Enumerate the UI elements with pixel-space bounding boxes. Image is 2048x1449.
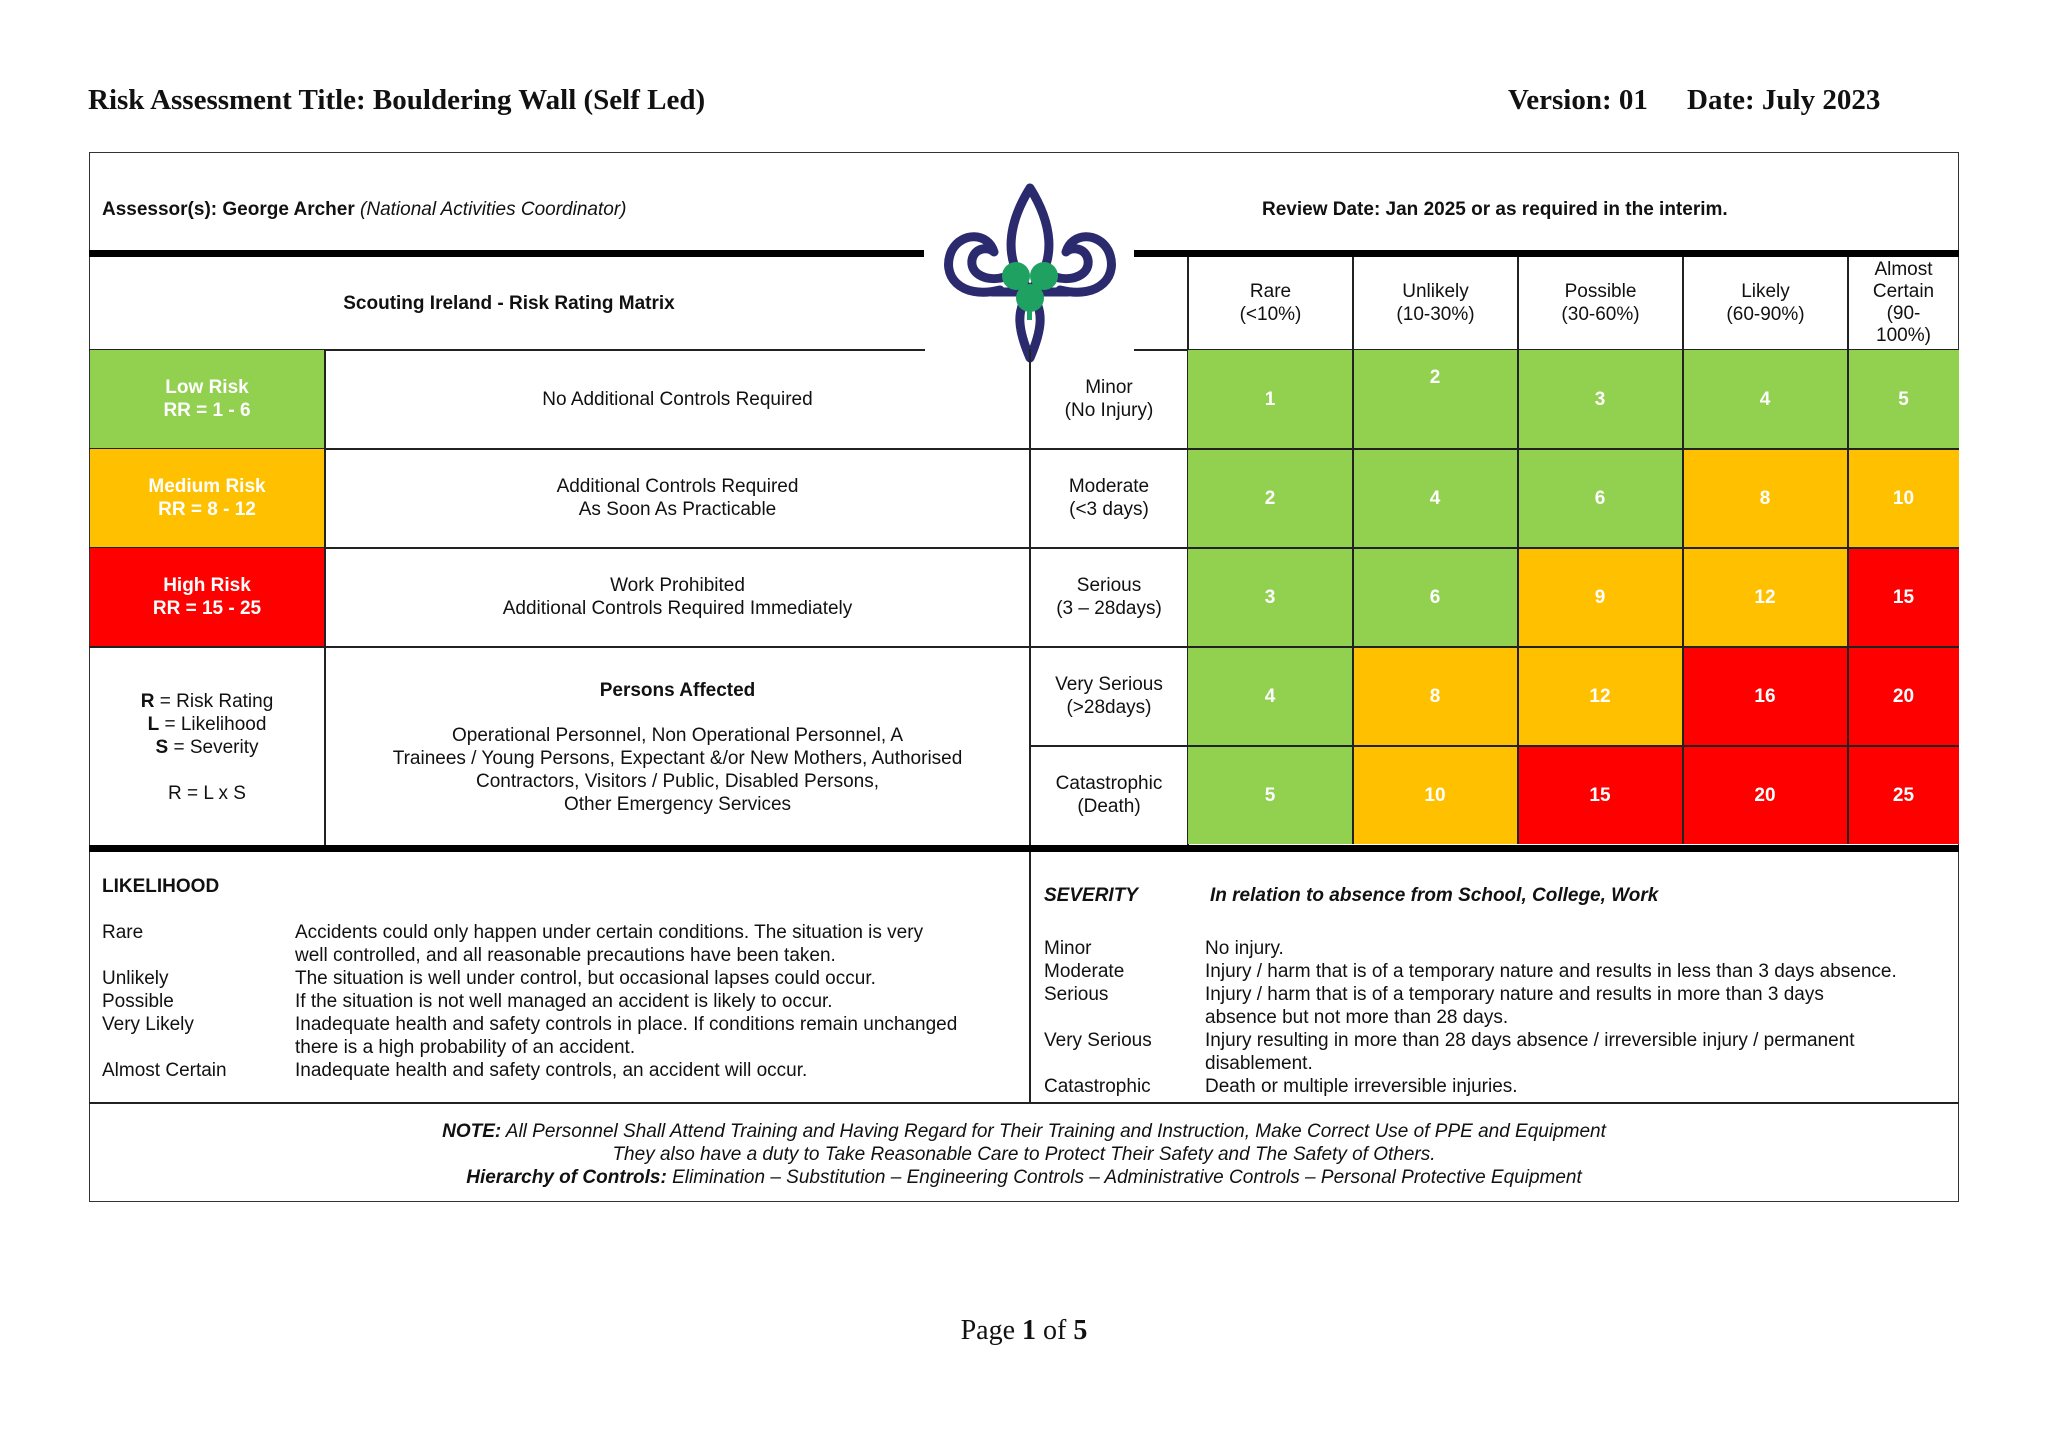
severity-line: Minor — [1085, 377, 1133, 398]
likelihood-term: Almost Certain — [102, 1060, 227, 1081]
risk-desc-line: As Soon As Practicable — [578, 499, 777, 520]
risk-matrix-cell — [1848, 647, 1959, 745]
persons-affected — [326, 679, 1029, 816]
severity-serious — [1031, 548, 1187, 646]
header-line: Certain — [1872, 281, 1935, 302]
risk-matrix-value: 25 — [1892, 784, 1915, 806]
risk-matrix-cell — [1683, 746, 1847, 844]
hierarchy-text: Elimination – Substitution – Engineering Controls – Administrative Controls – Personal Protective Equipment — [666, 1167, 1582, 1188]
risk-matrix-cell — [1848, 746, 1959, 844]
likelihood-def: If the situation is not well managed an accident is likely to occur. — [295, 991, 833, 1012]
page-current: 1 — [1022, 1315, 1037, 1346]
risk-matrix-value: 1 — [1264, 388, 1276, 410]
severity-line: Moderate — [1068, 476, 1150, 497]
likelihood-header-unlikely — [1353, 257, 1518, 349]
risk-level-range: RR = 8 - 12 — [158, 499, 256, 520]
matrix-gridline — [1188, 745, 1959, 747]
risk-matrix-value: 4 — [1429, 487, 1441, 509]
severity-def: Death or multiple irreversible injuries. — [1205, 1076, 1518, 1097]
risk-desc-low — [326, 350, 1029, 448]
key-letter: R — [140, 691, 155, 712]
risk-matrix-value: 12 — [1589, 685, 1611, 707]
version-label: Version: 01 — [1508, 84, 1648, 116]
likelihood-def-line: well controlled, and all reasonable precautions have been taken. — [295, 945, 836, 966]
risk-matrix-value: 6 — [1594, 487, 1606, 509]
risk-assessment-title: Risk Assessment Title: Bouldering Wall (Self Led) — [88, 84, 706, 116]
likelihood-header-almost-certain — [1848, 257, 1959, 349]
header-line: (<10%) — [1239, 304, 1302, 325]
header-line: Unlikely — [1402, 281, 1469, 302]
header-line: 100%) — [1876, 325, 1931, 346]
assessor-role: (National Activities Coordinator) — [360, 199, 627, 220]
persons-affected-line: Other Emergency Services — [563, 794, 792, 815]
page-total: 5 — [1073, 1315, 1088, 1346]
severity-line: Very Serious — [1055, 674, 1163, 695]
likelihood-header-possible — [1518, 257, 1683, 349]
risk-matrix-cell — [1518, 449, 1682, 547]
likelihood-term: Unlikely — [102, 968, 169, 989]
logo-icon-name: fleur-de-lis-shamrock-logo — [930, 167, 1115, 184]
severity-def-line: disablement. — [1205, 1053, 1313, 1074]
risk-matrix-value: 6 — [1429, 586, 1441, 608]
risk-matrix-cell — [1353, 449, 1517, 547]
likelihood-def-line: Inadequate health and safety controls in place. If conditions remain unchanged — [295, 1014, 958, 1035]
key-text: = Likelihood — [159, 714, 267, 735]
header-line: Likely — [1741, 281, 1790, 302]
severity-term: Moderate — [1044, 961, 1125, 982]
risk-matrix-value: 20 — [1754, 784, 1776, 806]
risk-level-high — [90, 548, 324, 646]
risk-matrix-value: 2 — [1429, 367, 1441, 388]
risk-matrix-cell — [1188, 449, 1352, 547]
risk-matrix-value: 5 — [1898, 388, 1909, 410]
likelihood-def — [295, 921, 923, 967]
risk-level-range: RR = 15 - 25 — [152, 598, 262, 619]
rating-key — [90, 690, 324, 805]
matrix-gridline — [1682, 350, 1684, 844]
persons-affected-line: Operational Personnel, Non Operational Personnel, A — [452, 725, 903, 746]
review-date: Review Date: Jan 2025 or as required in the interim. — [1262, 199, 1728, 220]
risk-matrix-cell — [1188, 548, 1352, 646]
header-line: (10-30%) — [1396, 304, 1475, 325]
severity-line: (Death) — [1077, 796, 1141, 817]
likelihood-term: Possible — [102, 991, 174, 1012]
matrix-title: Scouting Ireland - Risk Rating Matrix — [343, 292, 675, 314]
risk-level-name: Low Risk — [165, 377, 249, 398]
risk-matrix-cell — [1353, 647, 1517, 745]
risk-matrix-cell — [1683, 449, 1847, 547]
severity-line: (No Injury) — [1064, 400, 1154, 421]
hierarchy-of-controls — [89, 1166, 1959, 1189]
severity-term: Serious — [1044, 984, 1109, 1005]
header-line: (90- — [1886, 303, 1921, 324]
severity-term: Minor — [1044, 938, 1092, 959]
risk-level-name: Medium Risk — [148, 476, 266, 497]
risk-matrix-value: 9 — [1594, 586, 1606, 608]
header-line: Almost — [1874, 259, 1933, 280]
matrix-gridline — [1188, 646, 1959, 648]
severity-def-line: Injury / harm that is of a temporary nature and results in more than 3 days — [1205, 984, 1824, 1005]
key-text: = Risk Rating — [154, 691, 274, 712]
severity-line: (>28days) — [1066, 697, 1152, 718]
risk-desc-line: Additional Controls Required — [556, 476, 799, 497]
risk-matrix-value: 15 — [1589, 784, 1611, 806]
severity-def: No injury. — [1205, 938, 1284, 959]
key-letter: S — [155, 737, 169, 758]
page-prefix: Page — [960, 1315, 1023, 1346]
header-line: Rare — [1249, 281, 1292, 302]
likelihood-header-likely — [1683, 257, 1848, 349]
persons-affected-line: Contractors, Visitors / Public, Disabled Persons, — [475, 771, 880, 792]
severity-def-line: absence but not more than 28 days. — [1205, 1007, 1509, 1028]
note-text: All Personnel Shall Attend Training and Having Regard for Their Training and Instruction, Make Correct Use of PPE and Equipment — [501, 1121, 1606, 1142]
key-letter: L — [147, 714, 160, 735]
severity-def — [1205, 1029, 1855, 1075]
risk-desc-line: Work Prohibited — [610, 575, 745, 596]
divider — [89, 845, 1959, 852]
divider — [1134, 250, 1959, 257]
risk-matrix-value: 4 — [1264, 685, 1276, 707]
severity-catastrophic — [1031, 746, 1187, 844]
risk-matrix-cell — [1188, 746, 1352, 844]
likelihood-def — [295, 1013, 957, 1059]
divider — [89, 250, 924, 257]
likelihood-header-rare — [1188, 257, 1353, 349]
severity-line: (3 – 28days) — [1056, 598, 1162, 619]
header-line: Possible — [1564, 281, 1637, 302]
page-middle: of — [1036, 1315, 1074, 1346]
risk-matrix-value: 10 — [1424, 784, 1446, 806]
risk-desc-medium — [326, 449, 1029, 547]
severity-title: SEVERITY — [1044, 885, 1138, 906]
risk-matrix-cell — [1683, 548, 1847, 646]
note-line-1 — [89, 1120, 1959, 1143]
risk-matrix-cell — [1848, 350, 1959, 448]
risk-matrix-value: 3 — [1594, 388, 1606, 410]
header-line: (30-60%) — [1561, 304, 1640, 325]
severity-term: Catastrophic — [1044, 1076, 1151, 1097]
matrix-gridline — [1517, 350, 1519, 844]
fleur-de-lis-shamrock-logo-icon — [930, 167, 1130, 370]
likelihood-def-line: there is a high probability of an accident. — [295, 1037, 636, 1058]
risk-matrix-cell — [1683, 647, 1847, 745]
assessor-line — [102, 199, 626, 221]
severity-def-line: Injury resulting in more than 28 days absence / irreversible injury / permanent — [1205, 1030, 1855, 1051]
risk-level-medium — [90, 449, 324, 547]
hierarchy-label: Hierarchy of Controls: — [466, 1167, 667, 1188]
likelihood-term: Very Likely — [102, 1014, 194, 1035]
note-line-2: They also have a duty to Take Reasonable Care to Protect Their Safety and The Safety of Others. — [612, 1144, 1436, 1165]
header-line: (60-90%) — [1726, 304, 1805, 325]
matrix-gridline — [1188, 448, 1959, 450]
divider — [89, 1102, 1959, 1104]
risk-matrix-value: 4 — [1759, 388, 1771, 410]
likelihood-title: LIKELIHOOD — [102, 876, 220, 897]
severity-line: Catastrophic — [1055, 773, 1163, 794]
key-text: = Severity — [168, 737, 259, 758]
risk-matrix-cell — [1353, 548, 1517, 646]
risk-matrix-cell — [1518, 548, 1682, 646]
likelihood-def-line: Accidents could only happen under certain conditions. The situation is very — [295, 922, 924, 943]
severity-line: (<3 days) — [1069, 499, 1149, 520]
risk-matrix-cell — [1353, 350, 1517, 448]
matrix-gridline — [1188, 547, 1959, 549]
risk-matrix-value: 8 — [1759, 487, 1771, 509]
severity-def — [1205, 983, 1824, 1029]
likelihood-def: Inadequate health and safety controls, an accident will occur. — [295, 1060, 808, 1081]
risk-matrix-cell — [1518, 746, 1682, 844]
persons-affected-line: Trainees / Young Persons, Expectant &/or New Mothers, Authorised — [392, 748, 963, 769]
risk-matrix-cell — [1188, 647, 1352, 745]
risk-matrix-value: 12 — [1754, 586, 1776, 608]
risk-matrix-value: 3 — [1264, 586, 1276, 608]
date-label: Date: July 2023 — [1687, 84, 1881, 116]
risk-matrix-value: 8 — [1429, 685, 1441, 707]
risk-matrix-value: 15 — [1892, 586, 1915, 608]
risk-desc-line: No Additional Controls Required — [542, 388, 813, 410]
risk-desc-high — [326, 548, 1029, 646]
severity-subtitle: In relation to absence from School, College, Work — [1210, 885, 1659, 906]
severity-very-serious — [1031, 647, 1187, 745]
risk-matrix-cell — [1848, 449, 1959, 547]
risk-matrix-cell — [1683, 350, 1847, 448]
severity-term: Very Serious — [1044, 1030, 1152, 1051]
persons-affected-title: Persons Affected — [599, 680, 756, 701]
matrix-gridline — [1847, 350, 1849, 844]
severity-moderate — [1031, 449, 1187, 547]
risk-level-low — [90, 350, 324, 448]
note-label: NOTE: — [442, 1121, 502, 1142]
page-number — [0, 1315, 2048, 1347]
risk-matrix-value: 5 — [1264, 784, 1276, 806]
matrix-gridline — [1352, 350, 1354, 844]
risk-matrix-value: 2 — [1264, 487, 1276, 509]
risk-matrix-cell — [1518, 350, 1682, 448]
risk-matrix-cell — [1848, 548, 1959, 646]
likelihood-def: The situation is well under control, but occasional lapses could occur. — [295, 968, 876, 989]
risk-matrix-value: 20 — [1892, 685, 1915, 707]
risk-level-name: High Risk — [163, 575, 251, 596]
severity-line: Serious — [1076, 575, 1142, 596]
severity-def: Injury / harm that is of a temporary nature and results in less than 3 days absence. — [1205, 961, 1897, 982]
risk-matrix-cell — [1188, 350, 1352, 448]
risk-desc-line: Additional Controls Required Immediately — [502, 598, 853, 619]
risk-matrix-cell — [1518, 647, 1682, 745]
assessor-label: Assessor(s): George Archer — [102, 199, 355, 220]
severity-minor — [1031, 350, 1187, 448]
risk-matrix-value: 16 — [1754, 685, 1776, 707]
risk-level-range: RR = 1 - 6 — [163, 400, 251, 421]
likelihood-term: Rare — [102, 922, 144, 943]
risk-matrix-cell — [1353, 746, 1517, 844]
risk-matrix-value: 10 — [1892, 487, 1915, 509]
key-formula: R = L x S — [168, 783, 246, 804]
